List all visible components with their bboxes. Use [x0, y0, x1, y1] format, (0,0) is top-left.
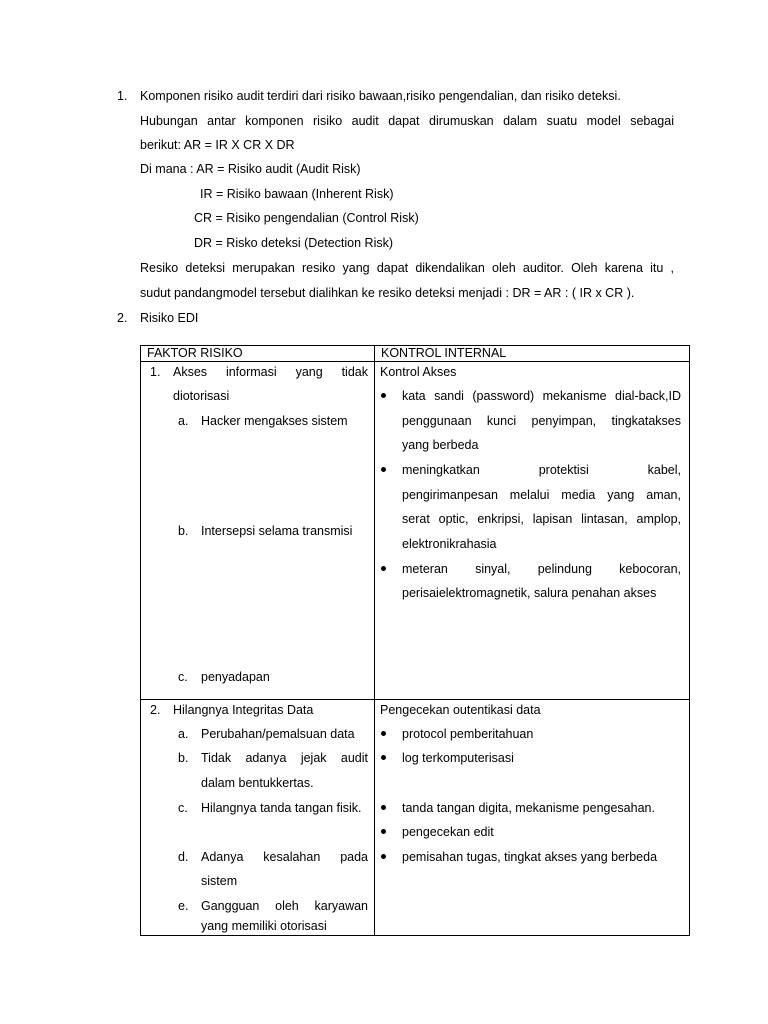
sub-item-marker: a.: [178, 727, 189, 741]
control-item: pengecekan edit: [402, 825, 494, 839]
item-number-1: 1.: [117, 89, 128, 103]
sub-item-marker: b.: [178, 524, 189, 538]
column-header-risk-factor: FAKTOR RISIKO: [141, 346, 375, 362]
sub-item: sistem: [201, 874, 238, 888]
paragraph-line: Resiko deteksi merupakan resiko yang dapat dikendalikan oleh auditor. Oleh karena itu ,: [140, 261, 674, 275]
sub-item: yang memiliki otorisasi: [201, 919, 327, 933]
bullet-icon: [381, 805, 386, 810]
table-row: [141, 362, 690, 700]
control-item-line: serat optic, enkripsi, lapisan lintasan, amplop,: [402, 512, 681, 526]
bullet-icon: [381, 393, 386, 398]
table-row: [141, 700, 690, 936]
bullet-icon: [381, 854, 386, 859]
control-title: Kontrol Akses: [380, 365, 457, 379]
sub-item: Adanya kesalahan pada: [201, 850, 368, 864]
definition-ir: IR = Risiko bawaan (Inherent Risk): [200, 187, 394, 201]
definition-dr: DR = Risko deteksi (Detection Risk): [194, 236, 394, 250]
control-item-line: perisaielektromagnetik, salura penahan akses: [402, 586, 657, 600]
bullet-icon: [381, 731, 386, 736]
factor-number: 1.: [150, 365, 161, 379]
sub-item-marker: d.: [178, 850, 189, 864]
control-item: log terkomputerisasi: [402, 751, 514, 765]
factor-number: 2.: [150, 703, 161, 717]
paragraph-line: sudut pandangmodel tersebut dialihkan ke resiko deteksi menjadi : DR = AR : ( IR x CR ).: [140, 286, 635, 300]
sub-item-marker: c.: [178, 670, 188, 684]
control-item-line: pengirimanpesan melalui media yang aman,: [402, 488, 681, 502]
control-item-line: yang berbeda: [402, 438, 479, 452]
sub-item-marker: a.: [178, 414, 189, 428]
bullet-icon: [381, 755, 386, 760]
factor-title-line: Hilangnya Integritas Data: [173, 703, 314, 717]
control-item: protocol pemberitahuan: [402, 727, 534, 741]
bullet-icon: [381, 467, 386, 472]
column-header-internal-control: KONTROL INTERNAL: [375, 346, 690, 362]
control-item-line: meningkatkan protektisi kabel,: [402, 463, 681, 477]
factor-title-line: diotorisasi: [173, 389, 230, 403]
section-title: Risiko EDI: [140, 311, 199, 325]
formula-line: berikut: AR = IR X CR X DR: [140, 138, 295, 152]
sub-item: Perubahan/pemalsuan data: [201, 727, 355, 741]
paragraph-line: Hubungan antar komponen risiko audit dapat dirumuskan dalam suatu model sebagai: [140, 114, 674, 128]
control-item-line: meteran sinyal, pelindung kebocoran,: [402, 562, 681, 576]
control-title: Pengecekan outentikasi data: [380, 703, 541, 717]
risk-factor-cell: [141, 362, 375, 700]
sub-item-marker: b.: [178, 751, 189, 765]
sub-item: Hilangnya tanda tangan fisik.: [201, 801, 362, 815]
bullet-icon: [381, 829, 386, 834]
sub-item: dalam bentukkertas.: [201, 776, 314, 790]
bullet-icon: [381, 566, 386, 571]
control-item: pemisahan tugas, tingkat akses yang berbeda: [402, 850, 658, 864]
sub-item-marker: c.: [178, 801, 188, 815]
factor-title-line: Akses informasi yang tidak: [173, 365, 368, 379]
internal-control-cell: [375, 362, 690, 700]
definition-ar: Di mana : AR = Risiko audit (Audit Risk): [140, 162, 361, 176]
control-item-line: penggunaan kunci penyimpan, tingkatakses: [402, 414, 681, 428]
sub-item: penyadapan: [201, 670, 270, 684]
internal-control-cell: [375, 700, 690, 936]
paragraph-line: Komponen risiko audit terdiri dari risiko bawaan,risiko pengendalian, dan risiko deteksi.: [140, 89, 621, 103]
control-item: tanda tangan digita, mekanisme pengesahan.: [402, 801, 655, 815]
control-item-line: elektronikrahasia: [402, 537, 497, 551]
control-item-line: kata sandi (password) mekanisme dial-back,ID: [402, 389, 681, 403]
sub-item: Gangguan oleh karyawan: [201, 899, 368, 913]
sub-item-marker: e.: [178, 899, 189, 913]
item-number-2: 2.: [117, 311, 128, 325]
risk-control-table: [140, 345, 690, 936]
sub-item: Hacker mengakses sistem: [201, 414, 348, 428]
sub-item: Tidak adanya jejak audit: [201, 751, 368, 765]
sub-item: Intersepsi selama transmisi: [201, 524, 353, 538]
risk-factor-cell: [141, 700, 375, 936]
definition-cr: CR = Risiko pengendalian (Control Risk): [194, 211, 419, 225]
